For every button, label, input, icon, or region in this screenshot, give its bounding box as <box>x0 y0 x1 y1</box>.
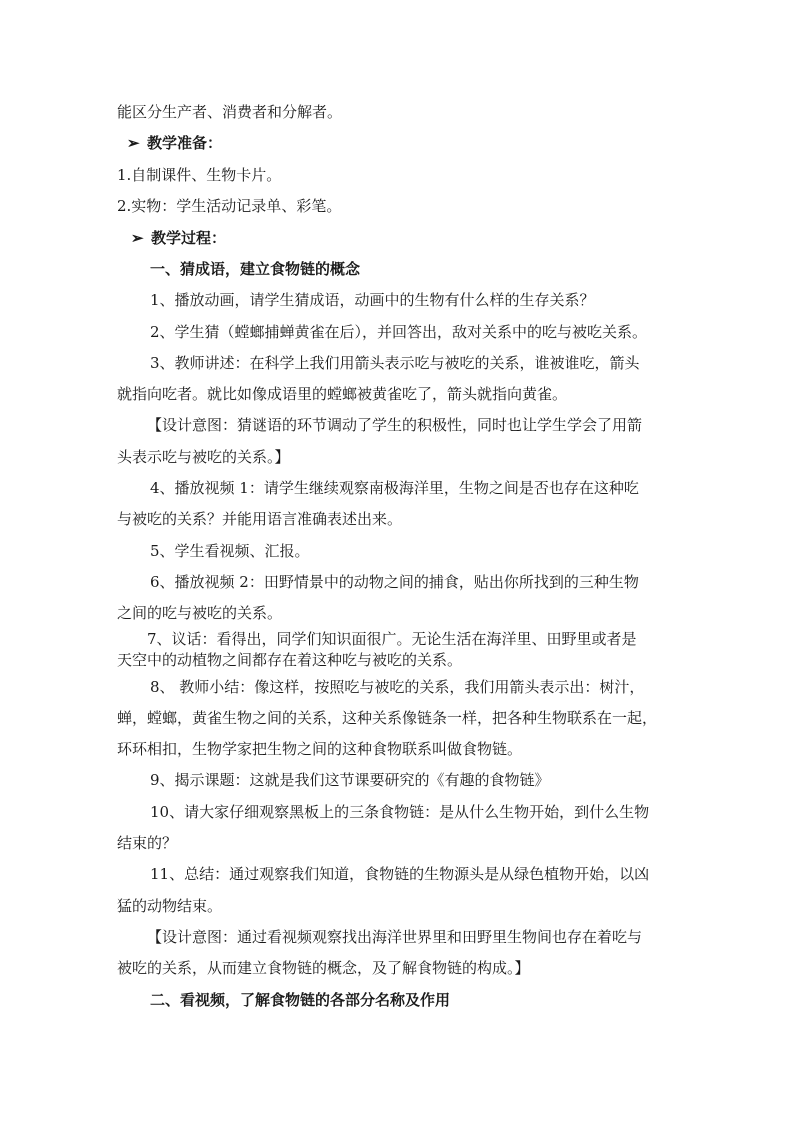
text-line: 1.自制课件、生物卡片。 <box>117 166 282 184</box>
section-heading <box>131 228 226 248</box>
text-line: 与被吃的关系？并能用语言准确表述出来。 <box>117 510 403 528</box>
sub-heading: 二、看视频，了解食物链的各部分名称及作用 <box>150 991 451 1009</box>
design-note: 头表示吃与被吃的关系。】 <box>117 448 290 466</box>
text-line: 蝉，螳螂，黄雀生物之间的关系，这种关系像链条一样，把各种生物联系在一起， <box>117 709 658 727</box>
text-line: 就指向吃者。就比如像成语里的螳螂被黄雀吃了，箭头就指向黄雀。 <box>117 385 568 403</box>
design-note: 【设计意图：通过看视频观察找出海洋世界里和田野里生物间也存在着吃与 <box>147 928 643 946</box>
text-line: 1、播放动画，请学生猜成语，动画中的生物有什么样的生存关系？ <box>150 291 595 309</box>
text-line: 3、教师讲述：在科学上我们用箭头表示吃与被吃的关系，谁被谁吃，箭头 <box>150 354 640 372</box>
heading-text: 教学过程： <box>151 229 227 247</box>
arrow-bullet-icon: ➢ <box>131 229 144 247</box>
text-line: 能区分生产者、消费者和分解者。 <box>117 103 343 121</box>
text-line: 6、播放视频 2：田野情景中的动物之间的捕食，贴出你所找到的三种生物 <box>150 573 639 591</box>
section-heading <box>127 133 222 153</box>
text-line: 2.实物：学生活动记录单、彩笔。 <box>117 197 342 215</box>
arrow-bullet-icon: ➢ <box>127 134 140 152</box>
text-line: 8、 教师小结：像这样，按照吃与被吃的关系，我们用箭头表示出：树汁， <box>150 678 645 696</box>
text-line: 9、揭示课题：这就是我们这节课要研究的《有趣的食物链》 <box>150 771 550 789</box>
heading-text: 教学准备： <box>147 134 223 152</box>
text-line: 2、学生猜（螳螂捕蝉黄雀在后），并回答出，敌对关系中的吃与被吃关系。 <box>150 323 648 341</box>
sub-heading: 一、猜成语，建立食物链的概念 <box>150 260 361 278</box>
text-line: 之间的吃与被吃的关系。 <box>117 604 283 622</box>
text-line: 猛的动物结束。 <box>117 897 223 915</box>
text-line: 天空中的动植物之间都存在着这种吃与被吃的关系。 <box>117 651 463 669</box>
text-line: 7、议话：看得出，同学们知识面很广。无论生活在海洋里、田野里或者是 <box>147 630 637 648</box>
design-note: 【设计意图：猜谜语的环节调动了学生的积极性，同时也让学生学会了用箭 <box>147 416 643 434</box>
design-note: 被吃的关系，从而建立食物链的概念，及了解食物链的构成。】 <box>117 959 530 977</box>
text-line: 环环相扣，生物学家把生物之间的这种食物联系叫做食物链。 <box>117 740 523 758</box>
text-line: 4、播放视频 1：请学生继续观察南极海洋里，生物之间是否也存在这种吃 <box>150 479 639 497</box>
text-line: 10、请大家仔细观察黑板上的三条食物链：是从什么生物开始，到什么生物 <box>150 803 650 821</box>
text-line: 11、总结：通过观察我们知道，食物链的生物源头是从绿色植物开始，以凶 <box>150 865 650 883</box>
text-line: 结束的？ <box>117 834 178 852</box>
text-line: 5、学生看视频、汇报。 <box>150 542 310 560</box>
